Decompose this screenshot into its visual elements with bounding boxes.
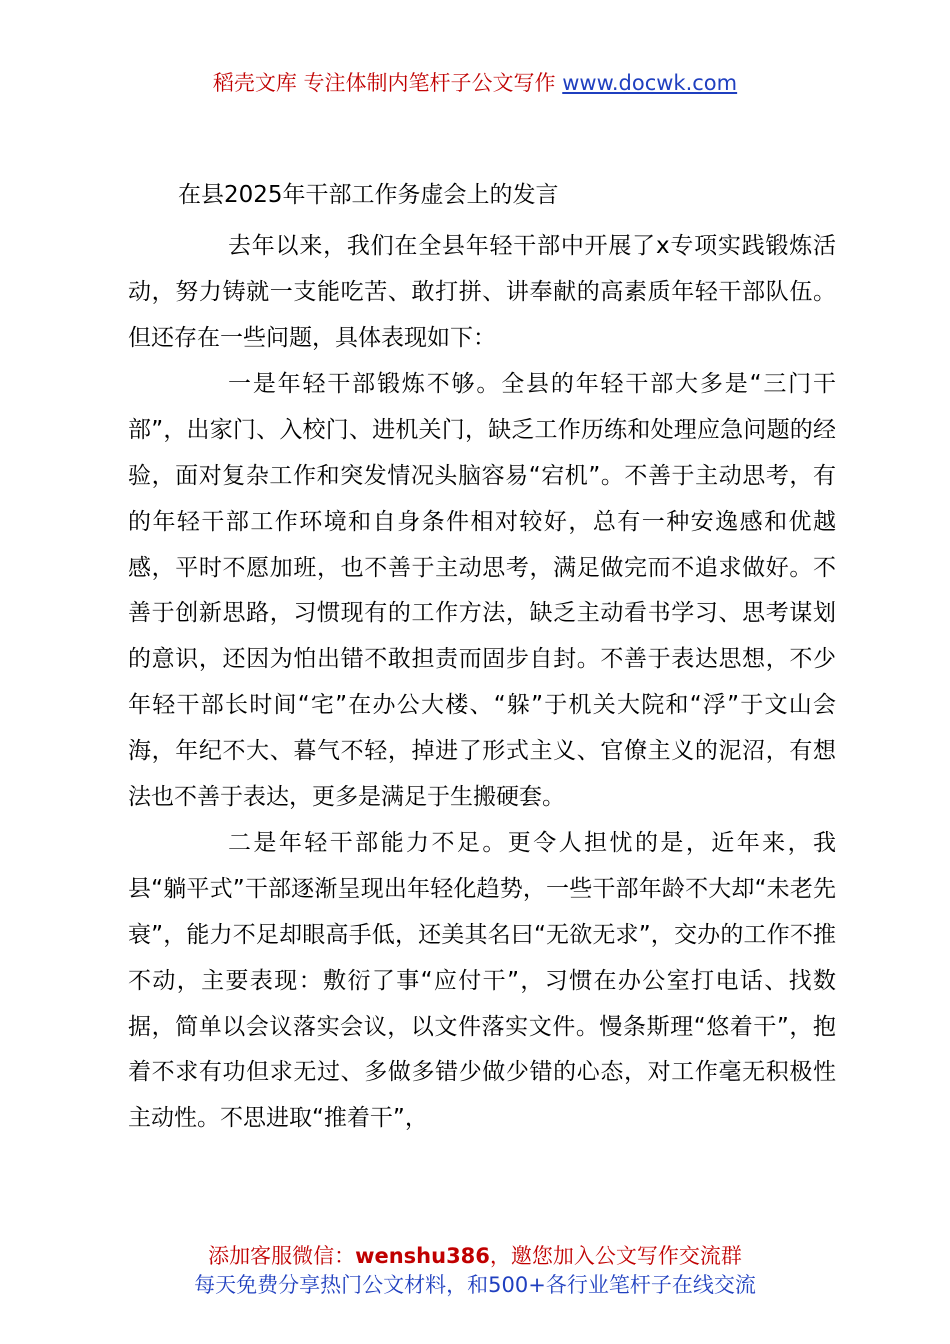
- site-url-link[interactable]: www.docwk.com: [562, 71, 738, 95]
- wechat-id: wenshu386: [355, 1244, 490, 1268]
- paragraph-intro: 去年以来，我们在全县年轻干部中开展了x专项实践锻炼活动，努力铸就一支能吃苦、敢打拼、讲奉献的高素质年轻干部队伍。但还存在一些问题，具体表现如下：: [128, 233, 836, 351]
- promo-footer: [0, 1242, 950, 1300]
- paragraph-2: 二是年轻干部能力不足。更令人担忧的是，近年来，我县“躺平式”干部逐渐呈现出年轻化趋势，一些干部年龄不大却“未老先衰”，能力不足却眼高手低，还美其名曰“无欲无求”，交办的工作不推不动，主要表现：敷衍了事“应付干”，习惯在办公室打电话、找数据，简单以会议落实会议，以文件落实文件。慢条斯理“悠着干”，抱着不求有功但求无过、多做多错少做少错的心态，对工作毫无积极性主动性。不思进取“推着干”，: [128, 830, 836, 1132]
- footer-wechat-suffix: ，邀您加入公文写作交流群: [489, 1244, 742, 1268]
- document-title: 在县2025年干部工作务虚会上的发言: [178, 182, 559, 208]
- footer-line-2: 每天免费分享热门公文材料，和500+各行业笔杆子在线交流: [194, 1273, 756, 1297]
- footer-wechat-prefix: 添加客服微信：: [208, 1244, 356, 1268]
- footer-line-1: [0, 1242, 950, 1271]
- paragraph-1: 一是年轻干部锻炼不够。全县的年轻干部大多是“三门干部”，出家门、入校门、进机关门，缺乏工作历练和处理应急问题的经验，面对复杂工作和突发情况头脑容易“宕机”。不善于主动思考，有的年轻干部工作环境和自身条件相对较好，总有一种安逸感和优越感，平时不愿加班，也不善于主动思考，满足做完而不追求做好。不善于创新思路，习惯现有的工作方法，缺乏主动看书学习、思考谋划的意识，还因为怕出错不敢担责而固步自封。不善于表达思想，不少年轻干部长时间“宅”在办公大楼、“躲”于机关大院和“浮”于文山会海，年纪不大、暮气不轻，掉进了形式主义、官僚主义的泥沼，有想法也不善于表达，更多是满足于生搬硬套。: [128, 371, 836, 810]
- brand-text: 稻壳文库 专注体制内笔杆子公文写作: [212, 71, 556, 95]
- document-body: [128, 224, 836, 1142]
- site-header: [0, 68, 950, 98]
